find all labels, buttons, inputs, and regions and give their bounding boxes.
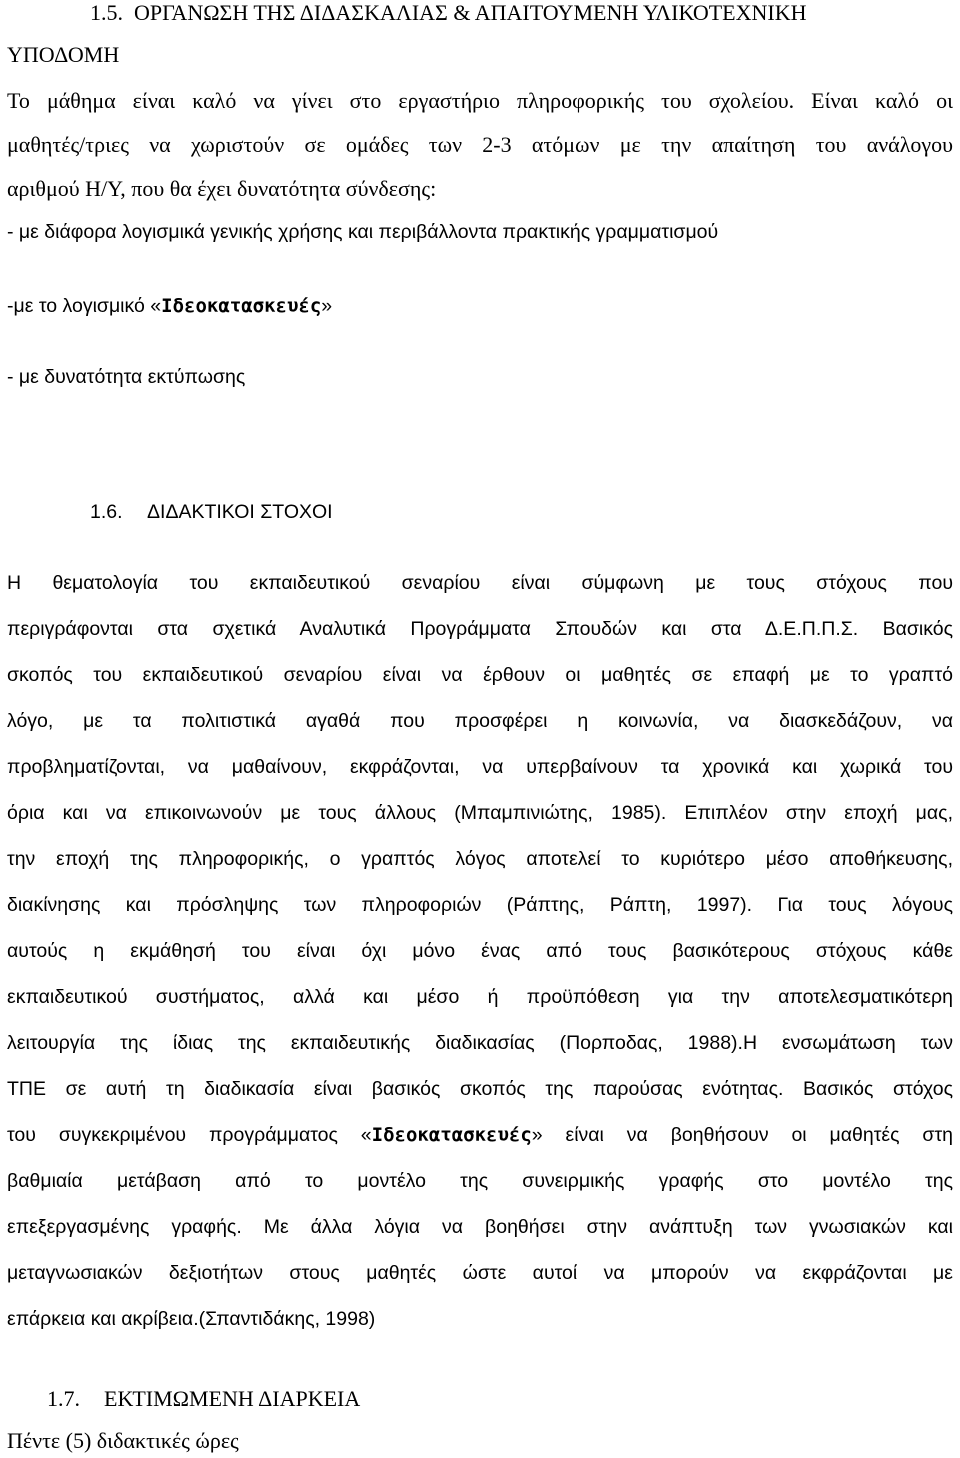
paragraph-line: περιγράφονται στα σχετικά Αναλυτικά Προγράμματα Σπουδών και στα Δ.Ε.Π.Π.Σ. Βασικός	[7, 618, 953, 640]
paragraph-line: λειτουργία της ίδιας της εκπαιδευτικής διαδικασίας (Πορποδας, 1988).Η ενσωμάτωση των	[7, 1032, 953, 1054]
section-title: ΕΚΤΙΜΩΜΕΝΗ ΔΙΑΡΚΕΙΑ	[104, 1386, 361, 1411]
paragraph-line: προβληματίζονται, να μαθαίνουν, εκφράζονται, να υπερβαίνουν τα χρονικά και χωρικά του	[7, 756, 953, 778]
bullet-item: - με δυνατότητα εκτύπωσης	[7, 366, 246, 388]
paragraph-line: σκοπός του εκπαιδευτικού σεναρίου είναι να έρθουν οι μαθητές σε επαφή με το γραπτό	[7, 664, 953, 686]
section-title: ΟΡΓΑΝΩΣΗ ΤΗΣ ΔΙΔΑΣΚΑΛΙΑΣ & ΑΠΑΙΤΟΥΜΕΝΗ ΥΛΙΚΟΤΕΧΝΙΚΗ	[134, 0, 807, 25]
paragraph-line: όρια και να επικοινωνούν με τους άλλους (Μπαμπινιώτης, 1985). Επιπλέον στην εποχή μας,	[7, 802, 953, 824]
paragraph-line: Το μάθημα είναι καλό να γίνει στο εργαστήριο πληροφορικής του σχολείου. Είναι καλό οι	[7, 88, 953, 113]
paragraph-line: επεξεργασμένης γραφής. Με άλλα λόγια να βοηθήσει στην ανάπτυξη των γνωσιακών και	[7, 1216, 953, 1238]
duration-text: Πέντε (5) διδακτικές ώρες	[7, 1428, 239, 1453]
line-text: του συγκεκριμένου προγράμματος «	[7, 1124, 372, 1146]
paragraph-line: μαθητές/τριες να χωριστούν σε ομάδες των 2-3 ατόμων με την απαίτηση του ανάλογου	[7, 132, 953, 157]
paragraph-line: βαθμιαία μετάβαση από το μοντέλο της συνειρμικής γραφής στο μοντέλο της	[7, 1170, 953, 1192]
section-number: 1.6.	[90, 501, 123, 523]
bullet-item	[7, 295, 953, 318]
paragraph-line: διακίνησης και πρόσληψης των πληροφοριών (Ράπτης, Ράπτη, 1997). Για τους λόγους	[7, 894, 953, 916]
section-number: 1.5.	[90, 0, 123, 25]
paragraph-line: την εποχή της πληροφορικής, ο γραπτός λόγος αποτελεί το κυριότερο μέσο αποθήκευσης,	[7, 848, 953, 870]
software-name: Ιδεοκατασκευές	[371, 1124, 532, 1146]
paragraph-line: ΤΠΕ σε αυτή τη διαδικασία είναι βασικός σκοπός της παρούσας ενότητας. Βασικός στόχος	[7, 1078, 953, 1100]
paragraph-line: λόγο, με τα πολιτιστικά αγαθά που προσφέρει η κοινωνία, να διασκεδάζουν, να	[7, 710, 953, 732]
section-title: ΔΙΔΑΚΤΙΚΟΙ ΣΤΟΧΟΙ	[147, 501, 333, 523]
software-name: Ιδεοκατασκευές	[161, 295, 322, 317]
paragraph-line	[7, 1124, 953, 1147]
section-1-7-heading	[47, 1386, 953, 1412]
paragraph-line: Η θεματολογία του εκπαιδευτικού σεναρίου είναι σύμφωνη με τους στόχους που	[7, 572, 953, 594]
paragraph-line: επάρκεια και ακρίβεια.(Σπαντιδάκης, 1998)	[7, 1308, 376, 1330]
section-1-6-heading	[90, 501, 953, 524]
bullet-text: »	[321, 295, 333, 317]
paragraph-line: εκπαιδευτικού συστήματος, αλλά και μέσο ή προϋπόθεση για την αποτελεσματικότερη	[7, 986, 953, 1008]
section-1-5-heading	[90, 0, 953, 26]
paragraph-line: μεταγνωσιακών δεξιοτήτων στους μαθητές ώστε αυτοί να μπορούν να εκφράζονται με	[7, 1262, 953, 1284]
section-number: 1.7.	[47, 1386, 80, 1411]
paragraph-line: αυτούς η εκμάθησή του είναι όχι μόνο ένας από τους βασικότερους στόχους κάθε	[7, 940, 953, 962]
bullet-item: - με διάφορα λογισμικά γενικής χρήσης και περιβάλλοντα πρακτικής γραμματισμού	[7, 221, 719, 243]
line-text: » είναι να βοηθήσουν οι μαθητές στη	[531, 1124, 953, 1146]
section-title-continued: ΥΠΟΔΟΜΗ	[7, 42, 120, 67]
paragraph-line: αριθμού Η/Υ, που θα έχει δυνατότητα σύνδεσης:	[7, 176, 437, 201]
bullet-text: -με το λογισμικό «	[7, 295, 162, 317]
